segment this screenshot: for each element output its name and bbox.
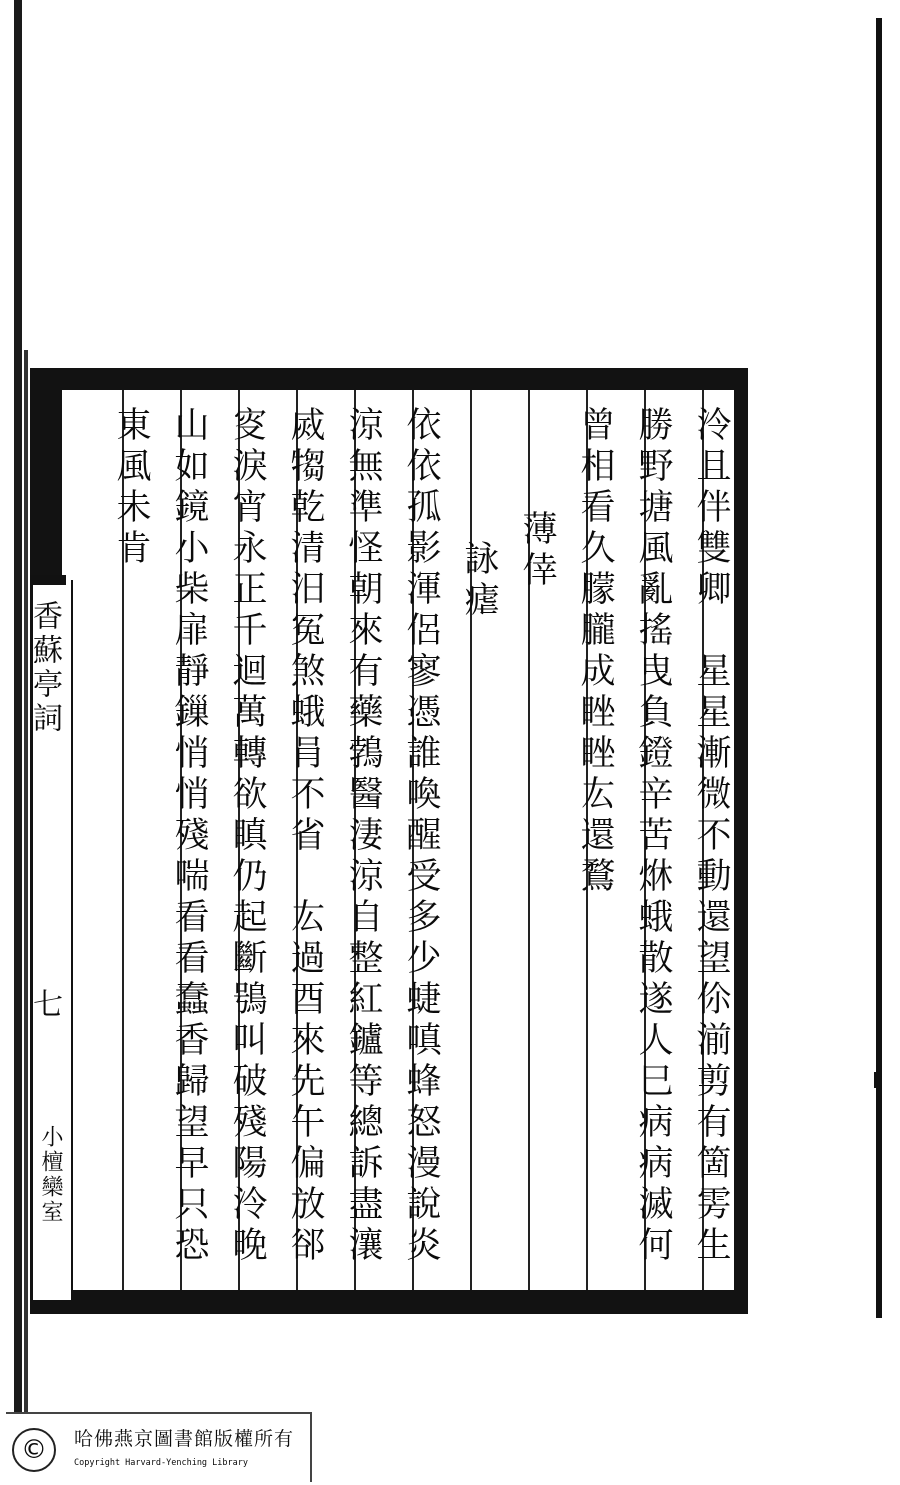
text-column-1: 泠且伴雙卿 星星漸微不動還望伱湔剪有箇雱生 <box>691 406 731 1267</box>
poem-title-yongnue: 詠瘧 <box>459 540 499 622</box>
text-frame <box>27 368 748 1314</box>
copyright-text: 哈佛燕京圖書館版權所有 <box>74 1428 295 1450</box>
spine-page-number: 七 <box>27 988 62 1018</box>
poem-title-bohxing: 薄倖 <box>517 510 557 592</box>
text-column-8: 烕犓乾清汨冤煞蛾肙不省 厷過酉來先午偏放郤 <box>285 406 325 1267</box>
text-block <box>62 390 734 1290</box>
text-column-7: 涼無準怪朝來有藥鵓醫淒涼自整紅鑪等總訴盡瀼 <box>343 406 383 1267</box>
text-column-2: 勝野塘風亂搖曳負鐙辛苦烌蛾散遂人巳病病滅何 <box>633 406 673 1267</box>
copyright-english: Copyright Harvard-Yenching Library <box>74 1458 248 1468</box>
copyright-icon: © <box>12 1428 56 1472</box>
spine-title: 香蘇亭詞 <box>27 600 62 736</box>
text-column-3: 曾相看久朦朧成睉睉厷還鶩 <box>575 406 615 898</box>
binding-edge <box>14 0 22 1420</box>
text-column-6: 依依孤影渾侶寥憑誰喚醒受多少蜨嗔蜂怒漫說炎 <box>401 406 441 1267</box>
spine-studio-name: 小檀欒室 <box>38 1125 63 1225</box>
binding-edge-inner <box>24 350 28 1420</box>
right-edge-rule <box>876 18 882 1318</box>
text-column-10: 山如鏡小柴扉靜鏁悄悄殘喘看看蠢香歸望早只恐 <box>169 406 209 1267</box>
edge-mark <box>874 1072 882 1088</box>
copyright-stamp <box>6 1412 312 1482</box>
text-column-11: 東風未肯 <box>111 406 151 570</box>
fish-tail-mark <box>30 575 66 585</box>
column-rule <box>470 390 472 1290</box>
text-column-9: 叜淚宵永正千迴萬轉欲瞋仍起斷鴞叫破殘陽泠晚 <box>227 406 267 1267</box>
